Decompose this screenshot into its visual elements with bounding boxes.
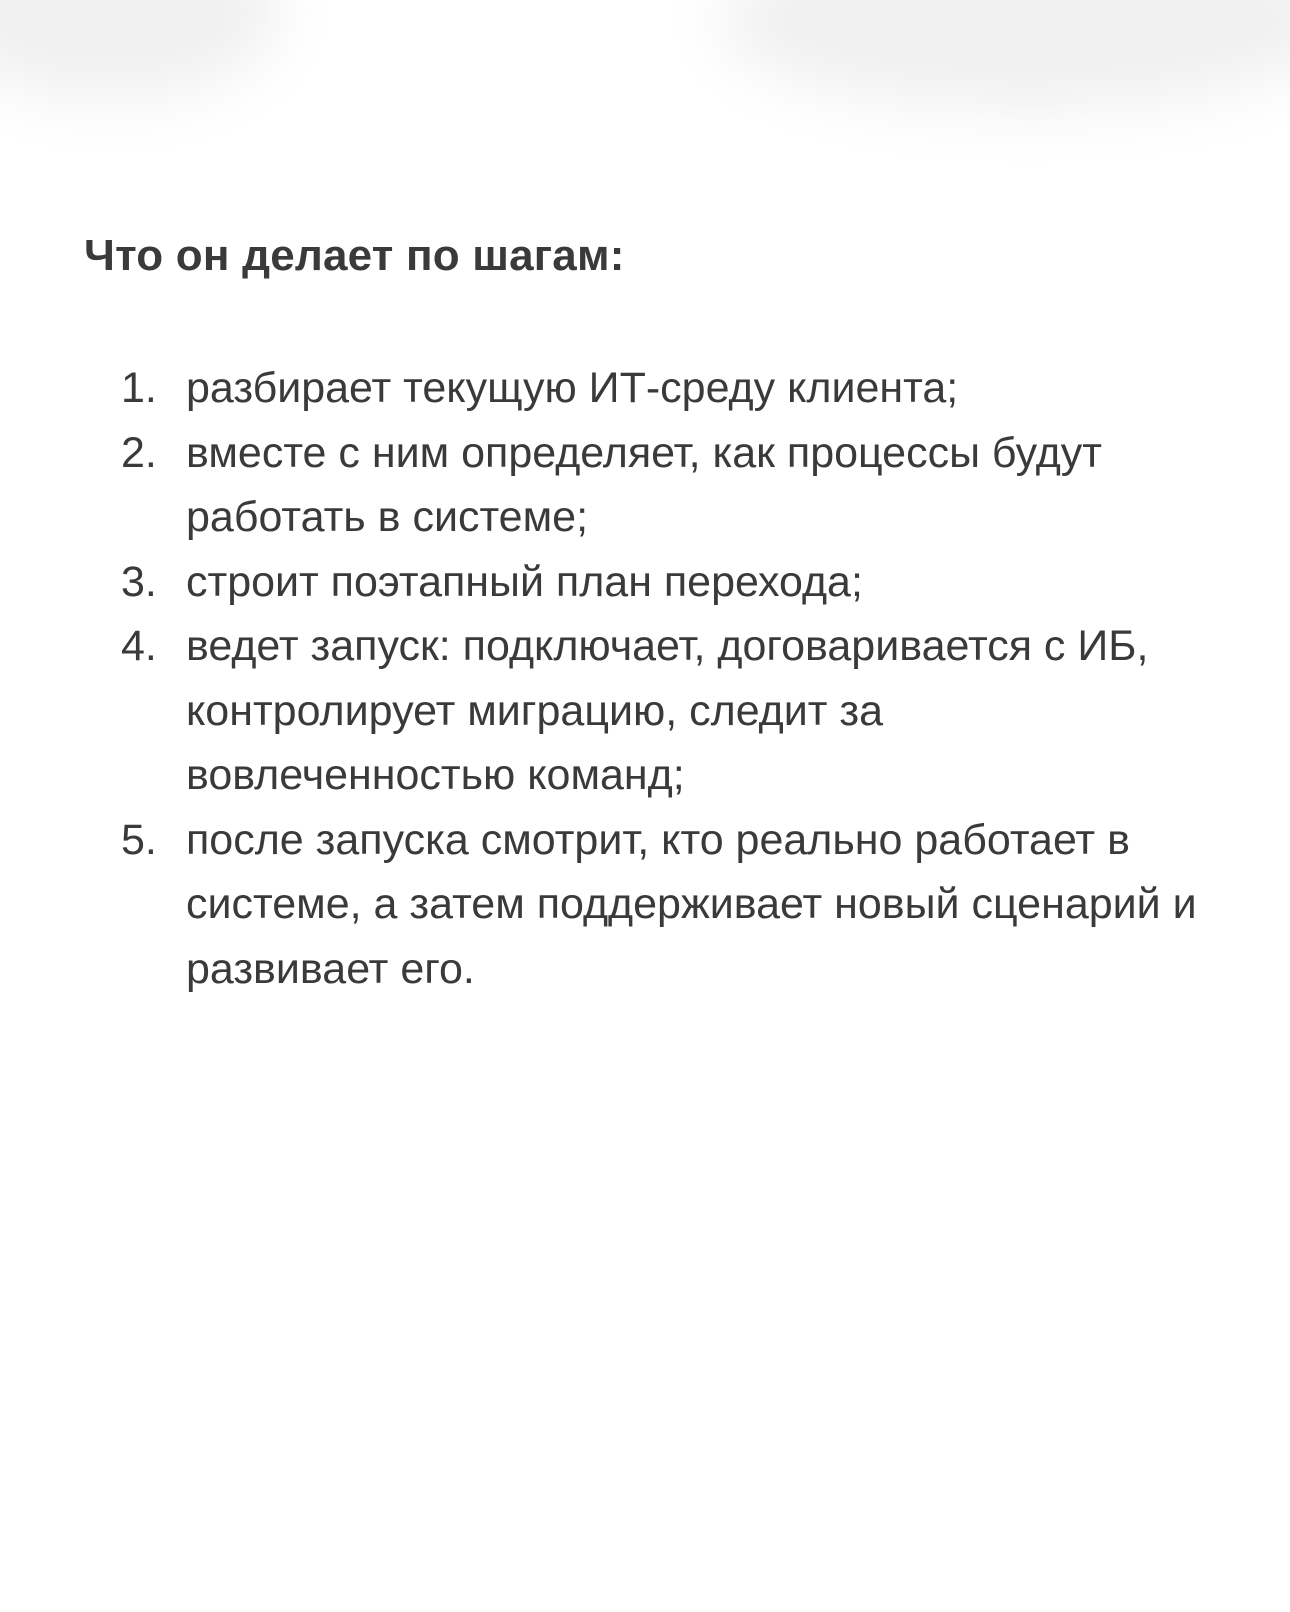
steps-list	[118, 356, 1208, 1001]
step-item-3	[118, 550, 1208, 615]
step-text: строит поэтапный план перехода;	[186, 557, 863, 606]
step-number: 2.	[121, 428, 157, 477]
step-item-1	[118, 356, 1208, 421]
step-number: 3.	[121, 557, 157, 606]
step-item-5	[118, 808, 1208, 1002]
page-heading: Что он делает по шагам:	[84, 231, 625, 280]
step-text: вместе с ним определяет, как процессы будут работать в системе;	[186, 428, 1102, 541]
step-number: 1.	[121, 364, 157, 412]
shadow-left	[0, 0, 280, 100]
step-text: после запуска смотрит, кто реально работает в системе, а затем поддерживает новый сценарий и развивает его.	[186, 815, 1197, 993]
step-number: 5.	[121, 815, 157, 864]
step-number: 4.	[121, 622, 157, 670]
step-item-4	[118, 614, 1208, 808]
step-item-2	[118, 421, 1208, 550]
step-text: разбирает текущую ИТ-среду клиента;	[186, 364, 959, 412]
top-shadow-decoration	[0, 0, 1290, 140]
step-text: ведет запуск: подключает, договаривается с ИБ, контролирует миграцию, следит за вовлеченностью команд;	[186, 622, 1149, 799]
shadow-right	[720, 0, 1290, 110]
